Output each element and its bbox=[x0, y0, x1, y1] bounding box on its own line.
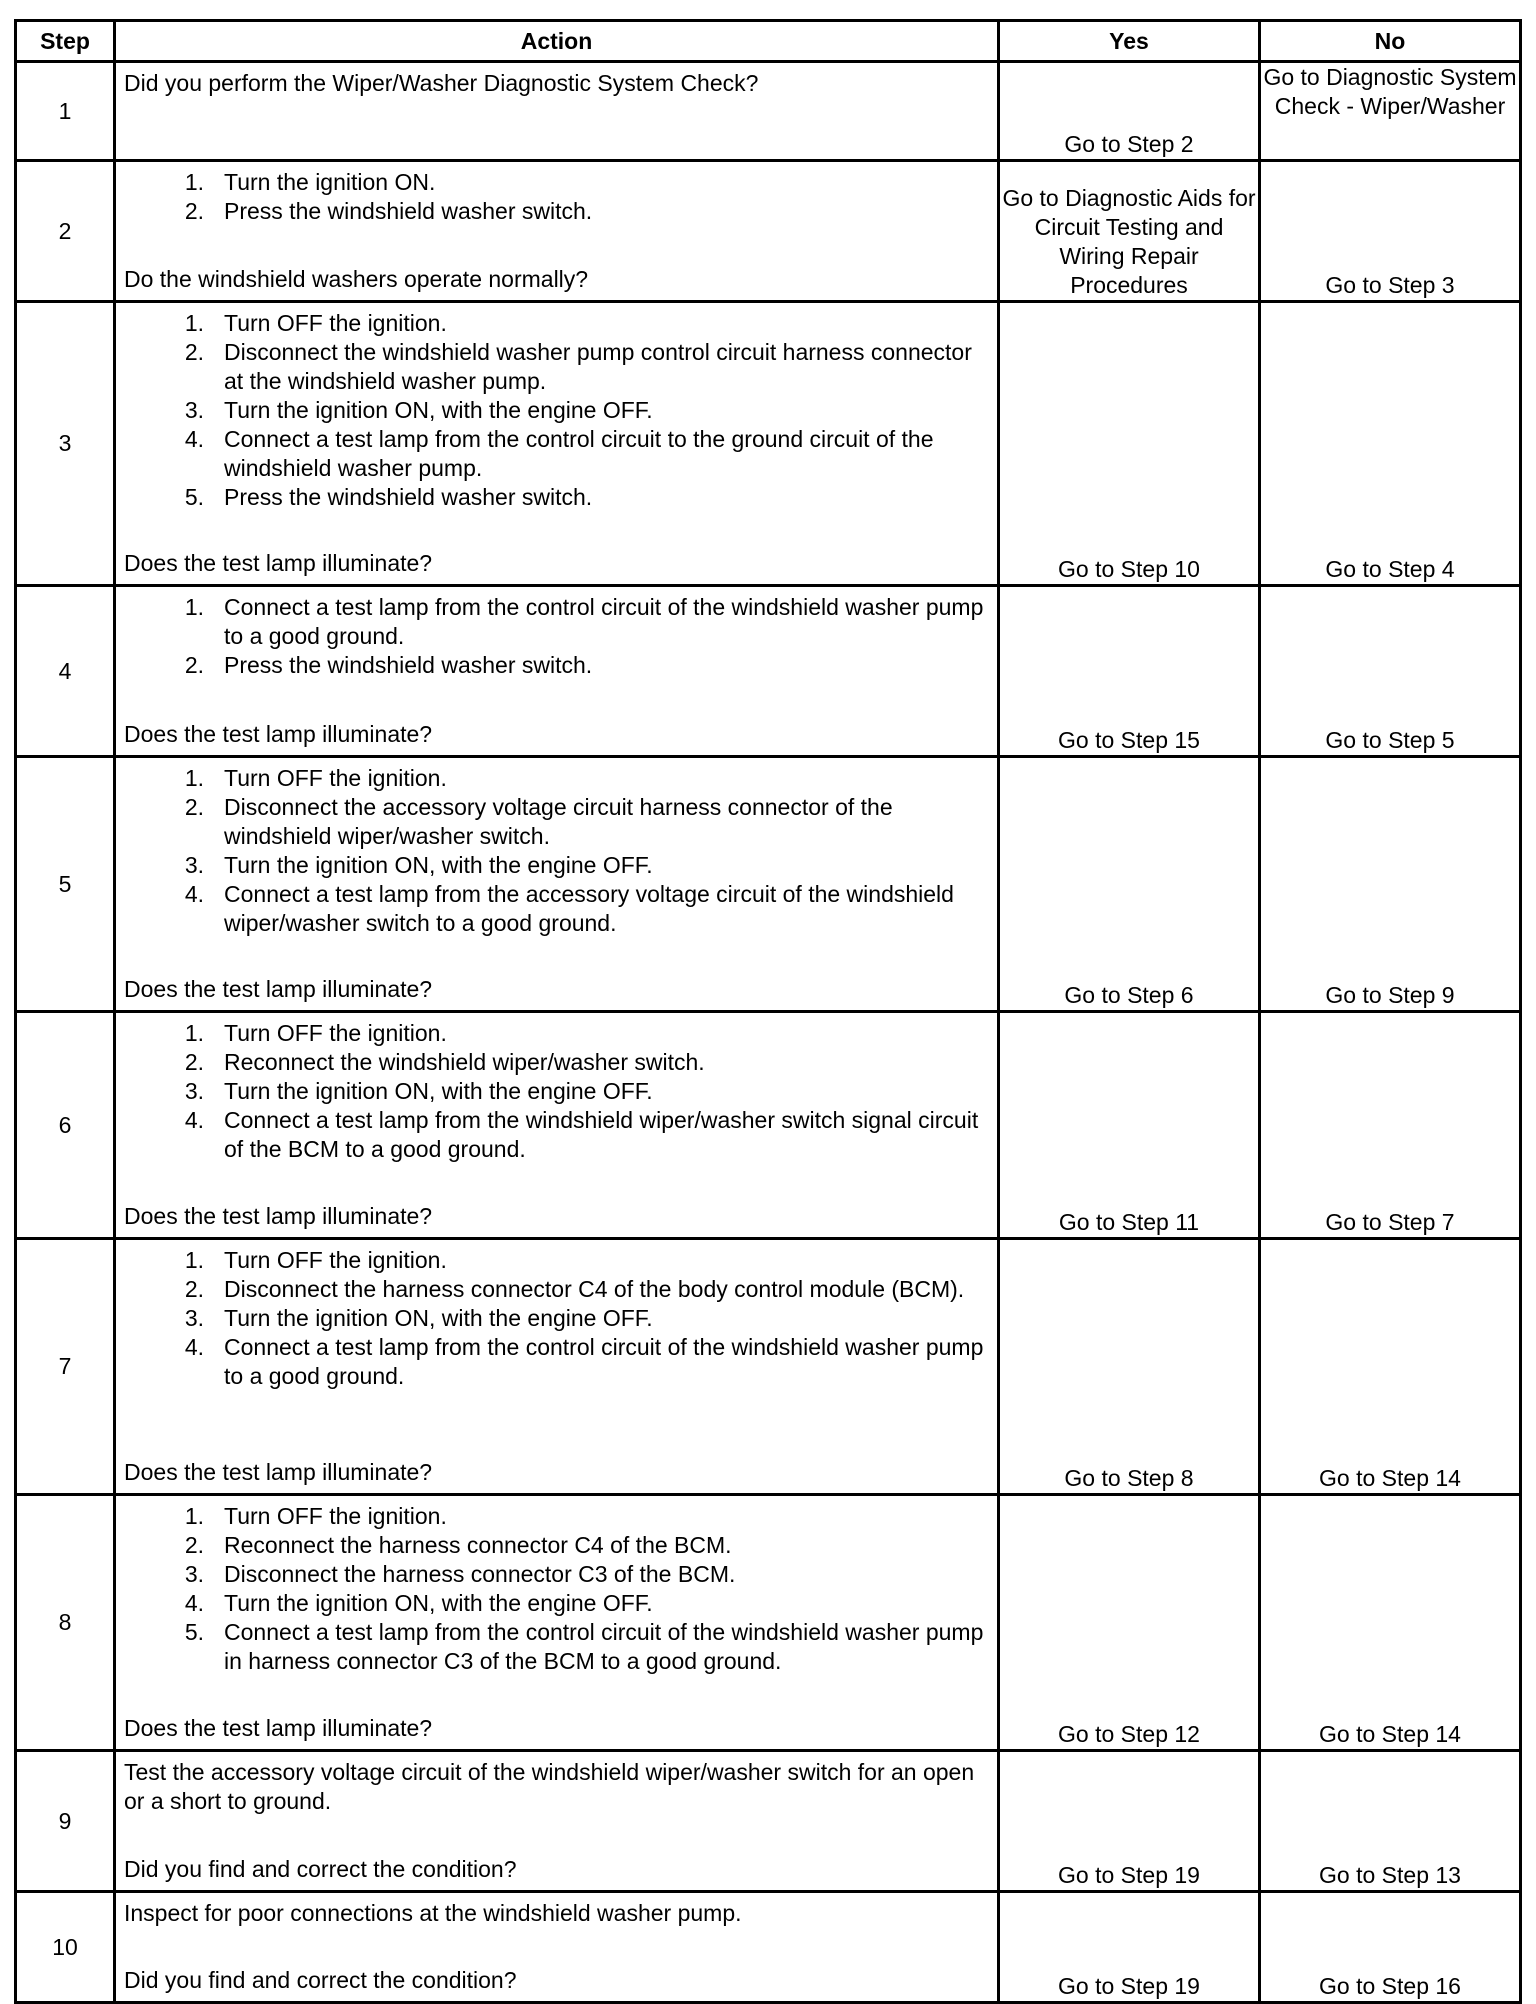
list-item bbox=[124, 483, 989, 512]
step-number: 1 bbox=[16, 62, 115, 161]
item-number: 1. bbox=[184, 310, 204, 336]
list-item bbox=[124, 851, 989, 880]
no-result: Go to Step 4 bbox=[1260, 302, 1521, 586]
action-cell bbox=[115, 161, 999, 302]
item-number: 2. bbox=[184, 794, 204, 820]
list-item bbox=[124, 309, 989, 338]
item-number: 2. bbox=[184, 339, 204, 365]
item-text: Connect a test lamp from the accessory voltage circuit of the windshield wiper/washer switch to a good ground. bbox=[224, 881, 954, 936]
action-cell bbox=[115, 62, 999, 161]
action-cell bbox=[115, 1892, 999, 2003]
item-number: 2. bbox=[184, 1049, 204, 1075]
list-item bbox=[124, 1019, 989, 1048]
item-text: Turn the ignition ON, with the engine OFF. bbox=[224, 1305, 653, 1331]
action-question: Did you find and correct the condition? bbox=[124, 1967, 517, 1993]
no-result: Go to Step 13 bbox=[1260, 1751, 1521, 1892]
item-text: Turn OFF the ignition. bbox=[224, 1020, 447, 1046]
item-text: Reconnect the harness connector C4 of the BCM. bbox=[224, 1532, 732, 1558]
step-number: 6 bbox=[16, 1012, 115, 1239]
item-text: Turn the ignition ON. bbox=[224, 169, 436, 195]
yes-result: Go to Step 6 bbox=[999, 757, 1260, 1012]
list-item bbox=[124, 1618, 989, 1676]
action-question: Did you find and correct the condition? bbox=[124, 1856, 517, 1882]
item-number: 3. bbox=[184, 852, 204, 878]
table-row bbox=[16, 757, 1521, 1012]
no-result: Go to Step 7 bbox=[1260, 1012, 1521, 1239]
yes-result: Go to Step 12 bbox=[999, 1495, 1260, 1751]
item-number: 1. bbox=[184, 1247, 204, 1273]
item-number: 3. bbox=[184, 1305, 204, 1331]
step-number: 2 bbox=[16, 161, 115, 302]
item-number: 2. bbox=[184, 652, 204, 678]
item-number: 5. bbox=[184, 1619, 204, 1645]
table-row bbox=[16, 302, 1521, 586]
yes-result: Go to Step 8 bbox=[999, 1239, 1260, 1495]
item-number: 1. bbox=[184, 1503, 204, 1529]
list-item bbox=[124, 168, 989, 197]
step-number: 4 bbox=[16, 586, 115, 757]
item-number: 3. bbox=[184, 1078, 204, 1104]
action-intro: Test the accessory voltage circuit of the windshield wiper/washer switch for an open or a short to ground. bbox=[124, 1759, 975, 1814]
list-item bbox=[124, 793, 989, 851]
action-question: Does the test lamp illuminate? bbox=[124, 721, 433, 747]
no-result: Go to Step 3 bbox=[1260, 161, 1521, 302]
action-question: Does the test lamp illuminate? bbox=[124, 976, 433, 1002]
action-cell bbox=[115, 586, 999, 757]
step-number: 9 bbox=[16, 1751, 115, 1892]
item-text: Press the windshield washer switch. bbox=[224, 198, 593, 224]
item-number: 3. bbox=[184, 397, 204, 423]
action-steps bbox=[124, 1246, 989, 1391]
yes-result: Go to Step 10 bbox=[999, 302, 1260, 586]
action-cell bbox=[115, 1239, 999, 1495]
list-item bbox=[124, 1589, 989, 1618]
list-item bbox=[124, 1246, 989, 1275]
header-action: Action bbox=[115, 21, 999, 62]
item-text: Turn the ignition ON, with the engine OFF. bbox=[224, 1590, 653, 1616]
item-number: 4. bbox=[184, 1334, 204, 1360]
list-item bbox=[124, 1077, 989, 1106]
item-text: Disconnect the harness connector C3 of the BCM. bbox=[224, 1561, 736, 1587]
item-number: 3. bbox=[184, 1561, 204, 1587]
action-intro: Did you perform the Wiper/Washer Diagnostic System Check? bbox=[124, 70, 759, 96]
item-text: Disconnect the harness connector C4 of the body control module (BCM). bbox=[224, 1276, 965, 1302]
header-no: No bbox=[1260, 21, 1521, 62]
action-steps bbox=[124, 764, 989, 938]
table-row bbox=[16, 1012, 1521, 1239]
action-intro: Inspect for poor connections at the windshield washer pump. bbox=[124, 1900, 742, 1926]
list-item bbox=[124, 1502, 989, 1531]
yes-result: Go to Diagnostic Aids for Circuit Testing and Wiring Repair Procedures bbox=[999, 161, 1260, 302]
item-text: Disconnect the accessory voltage circuit harness connector of the windshield wiper/washer switch. bbox=[224, 794, 893, 849]
list-item bbox=[124, 1333, 989, 1391]
no-result: Go to Diagnostic System Check - Wiper/Washer bbox=[1260, 62, 1521, 161]
item-number: 5. bbox=[184, 484, 204, 510]
header-row bbox=[16, 21, 1521, 62]
table-row bbox=[16, 1495, 1521, 1751]
list-item bbox=[124, 197, 989, 226]
action-steps bbox=[124, 1502, 989, 1676]
list-item bbox=[124, 1106, 989, 1164]
header-yes: Yes bbox=[999, 21, 1260, 62]
item-text: Connect a test lamp from the control circuit of the windshield washer pump to a good ground. bbox=[224, 1334, 984, 1389]
action-cell bbox=[115, 757, 999, 1012]
item-number: 4. bbox=[184, 881, 204, 907]
action-question: Does the test lamp illuminate? bbox=[124, 1715, 433, 1741]
step-number: 8 bbox=[16, 1495, 115, 1751]
item-text: Press the windshield washer switch. bbox=[224, 652, 593, 678]
step-number: 7 bbox=[16, 1239, 115, 1495]
item-text: Turn OFF the ignition. bbox=[224, 1503, 447, 1529]
item-text: Disconnect the windshield washer pump control circuit harness connector at the windshield washer pump. bbox=[224, 339, 972, 394]
action-steps bbox=[124, 593, 989, 680]
table-row bbox=[16, 586, 1521, 757]
item-number: 1. bbox=[184, 594, 204, 620]
table-row bbox=[16, 62, 1521, 161]
list-item bbox=[124, 425, 989, 483]
yes-result: Go to Step 19 bbox=[999, 1751, 1260, 1892]
yes-result: Go to Step 19 bbox=[999, 1892, 1260, 2003]
step-number: 5 bbox=[16, 757, 115, 1012]
list-item bbox=[124, 1048, 989, 1077]
item-text: Press the windshield washer switch. bbox=[224, 484, 593, 510]
list-item bbox=[124, 1304, 989, 1333]
list-item bbox=[124, 338, 989, 396]
action-question: Does the test lamp illuminate? bbox=[124, 1203, 433, 1229]
item-text: Turn OFF the ignition. bbox=[224, 310, 447, 336]
no-result: Go to Step 14 bbox=[1260, 1495, 1521, 1751]
action-steps bbox=[124, 168, 989, 226]
diagnostic-table bbox=[14, 19, 1522, 2004]
list-item bbox=[124, 764, 989, 793]
action-cell bbox=[115, 1495, 999, 1751]
item-number: 4. bbox=[184, 426, 204, 452]
table-row bbox=[16, 1751, 1521, 1892]
list-item bbox=[124, 396, 989, 425]
item-text: Turn the ignition ON, with the engine OFF. bbox=[224, 852, 653, 878]
item-number: 4. bbox=[184, 1590, 204, 1616]
step-number: 3 bbox=[16, 302, 115, 586]
table-row bbox=[16, 1892, 1521, 2003]
no-result: Go to Step 14 bbox=[1260, 1239, 1521, 1495]
item-text: Connect a test lamp from the control circuit of the windshield washer pump to a good ground. bbox=[224, 594, 984, 649]
no-result: Go to Step 16 bbox=[1260, 1892, 1521, 2003]
item-number: 2. bbox=[184, 198, 204, 224]
item-number: 1. bbox=[184, 169, 204, 195]
item-text: Turn OFF the ignition. bbox=[224, 765, 447, 791]
table-row bbox=[16, 1239, 1521, 1495]
item-text: Connect a test lamp from the control circuit of the windshield washer pump in harness connector C3 of the BCM to a good ground. bbox=[224, 1619, 984, 1674]
item-number: 2. bbox=[184, 1276, 204, 1302]
item-number: 4. bbox=[184, 1107, 204, 1133]
list-item bbox=[124, 651, 989, 680]
item-text: Turn the ignition ON, with the engine OFF. bbox=[224, 1078, 653, 1104]
item-text: Turn OFF the ignition. bbox=[224, 1247, 447, 1273]
action-cell bbox=[115, 1751, 999, 1892]
yes-result: Go to Step 15 bbox=[999, 586, 1260, 757]
yes-result: Go to Step 11 bbox=[999, 1012, 1260, 1239]
item-text: Turn the ignition ON, with the engine OFF. bbox=[224, 397, 653, 423]
item-text: Connect a test lamp from the control circuit to the ground circuit of the windshield washer pump. bbox=[224, 426, 934, 481]
action-steps bbox=[124, 309, 989, 512]
item-text: Reconnect the windshield wiper/washer switch. bbox=[224, 1049, 705, 1075]
item-number: 1. bbox=[184, 1020, 204, 1046]
yes-result: Go to Step 2 bbox=[999, 62, 1260, 161]
action-question: Does the test lamp illuminate? bbox=[124, 550, 433, 576]
item-number: 2. bbox=[184, 1532, 204, 1558]
list-item bbox=[124, 1560, 989, 1589]
table-row bbox=[16, 161, 1521, 302]
action-question: Do the windshield washers operate normally? bbox=[124, 266, 589, 292]
item-text: Connect a test lamp from the windshield wiper/washer switch signal circuit of the BCM to a good ground. bbox=[224, 1107, 979, 1162]
list-item bbox=[124, 1531, 989, 1560]
action-cell bbox=[115, 302, 999, 586]
list-item bbox=[124, 1275, 989, 1304]
action-cell bbox=[115, 1012, 999, 1239]
step-number: 10 bbox=[16, 1892, 115, 2003]
no-result: Go to Step 9 bbox=[1260, 757, 1521, 1012]
no-result: Go to Step 5 bbox=[1260, 586, 1521, 757]
list-item bbox=[124, 593, 989, 651]
action-steps bbox=[124, 1019, 989, 1164]
action-question: Does the test lamp illuminate? bbox=[124, 1459, 433, 1485]
item-number: 1. bbox=[184, 765, 204, 791]
list-item bbox=[124, 880, 989, 938]
header-step: Step bbox=[16, 21, 115, 62]
